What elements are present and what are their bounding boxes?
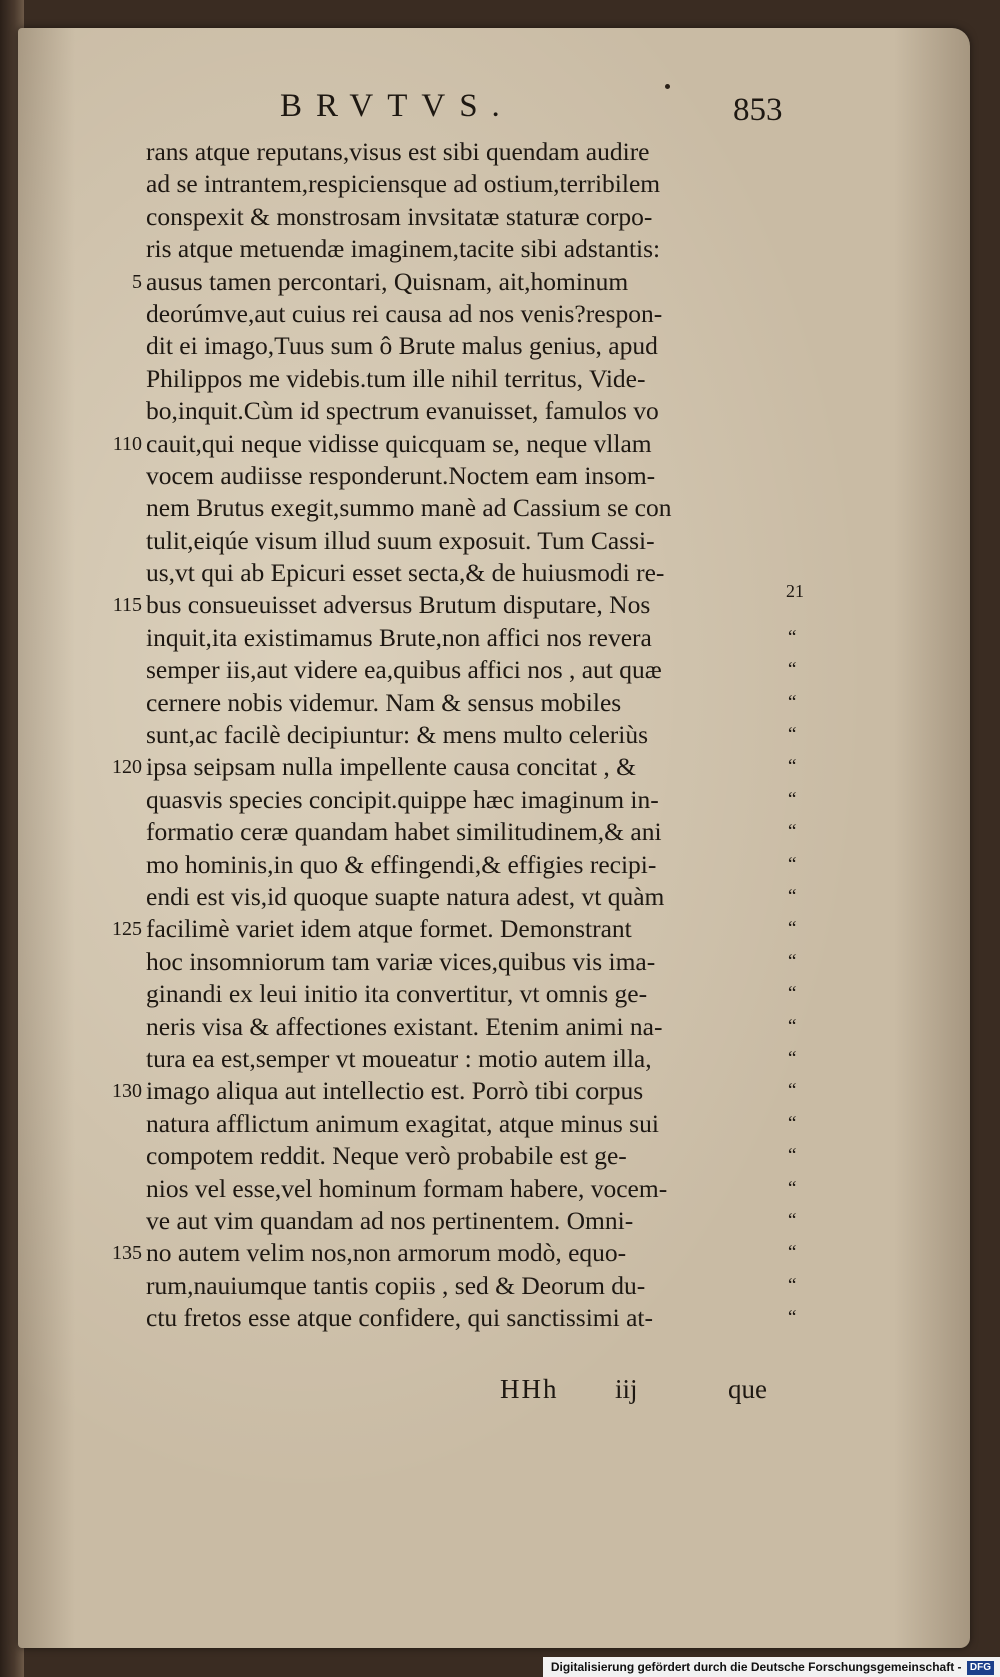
signature-mark: HHh — [500, 1374, 559, 1404]
line-text: ctu fretos esse atque confidere, qui sanctissimi at- — [146, 1303, 653, 1333]
line-text: ris atque metuendæ imaginem,tacite sibi adstantis: — [146, 234, 661, 264]
line-text: vocem audiisse responderunt.Noctem eam insom- — [146, 460, 656, 490]
text-line — [146, 363, 786, 395]
line-text: conspexit & monstrosam invsitatæ staturæ corpo- — [146, 201, 653, 231]
line-text: no autem velim nos,non armorum modò, equo- — [146, 1238, 627, 1268]
line-text: neris visa & affectiones existant. Etenim animi na- — [146, 1011, 663, 1041]
line-text: facilimè variet idem atque formet. Demonstrant — [146, 914, 632, 944]
quotation-mark: “ — [788, 1177, 798, 1199]
text-line — [146, 1140, 798, 1172]
text-line — [146, 298, 786, 330]
text-line — [146, 654, 798, 686]
text-line — [146, 1108, 798, 1140]
quotation-mark: “ — [788, 1112, 798, 1134]
text-line — [146, 1173, 798, 1205]
line-number: 130 — [112, 1080, 142, 1103]
quotation-mark: “ — [788, 691, 798, 713]
quotation-mark: “ — [788, 659, 798, 681]
line-text: ipsa seipsam nulla impellente causa concitat , & — [146, 752, 637, 782]
line-number: 135 — [112, 1242, 142, 1265]
quotation-mark: “ — [788, 724, 798, 746]
text-line — [146, 784, 798, 816]
line-text: endi est vis,id quoque suapte natura adest, vt quàm — [146, 881, 665, 911]
line-text: us,vt qui ab Epicuri esset secta,& de huiusmodi re- — [146, 558, 665, 588]
quotation-mark: “ — [788, 756, 798, 778]
quotation-mark: “ — [788, 1145, 798, 1167]
page-number: 853 — [733, 92, 783, 128]
line-text: compotem reddit. Neque verò probabile est ge- — [146, 1141, 627, 1171]
line-number: 115 — [112, 594, 142, 617]
quotation-mark: “ — [788, 626, 798, 648]
line-text: mo hominis,in quo & effingendi,& effigies recipi- — [146, 849, 657, 879]
line-number: 5 — [132, 270, 142, 293]
line-text: ginandi ex leui initio ita convertitur, vt omnis ge- — [146, 979, 648, 1009]
line-text: bo,inquit.Cùm id spectrum evanuisset, famulos vo — [146, 396, 659, 426]
line-text: inquit,ita existimamus Brute,non affici nos revera — [146, 622, 652, 652]
text-line — [146, 557, 786, 589]
line-text: tulit,eiqúe visum illud suum exposuit. Tum Cassi- — [146, 525, 655, 555]
line-text: tura ea est,semper vt moueatur : motio autem illa, — [146, 1043, 652, 1073]
text-line — [146, 687, 798, 719]
text-line — [146, 1043, 798, 1075]
text-line — [146, 849, 798, 881]
line-text: Philippos me videbis.tum ille nihil territus, Vide- — [146, 363, 646, 393]
line-text: cauit,qui neque vidisse quicquam se, neque vllam — [146, 428, 652, 458]
text-line — [146, 460, 786, 492]
text-line — [146, 201, 786, 233]
line-text: sunt,ac facilè decipiuntur: & mens multo celeriùs — [146, 720, 649, 750]
line-text: ausus tamen percontari, Quisnam, ait,hominum — [146, 266, 629, 296]
signature-page: iij — [615, 1374, 638, 1404]
line-text: rum,nauiumque tantis copiis , sed & Deorum du- — [146, 1270, 646, 1300]
quotation-mark: “ — [788, 983, 798, 1005]
line-text: ve aut vim quandam ad nos pertinentem. Omni- — [146, 1205, 634, 1235]
text-line — [146, 881, 798, 913]
text-line — [146, 492, 786, 524]
text-line — [146, 136, 786, 168]
dfg-logo: DFG — [967, 1661, 994, 1675]
body-text — [112, 136, 804, 1334]
text-line — [112, 1237, 798, 1269]
quotation-mark: “ — [788, 1209, 798, 1231]
margin-number: 21 — [786, 581, 804, 602]
line-text: semper iis,aut videre ea,quibus affici nos , aut quæ — [146, 655, 662, 685]
line-text: hoc insomniorum tam variæ vices,quibus vis ima- — [146, 946, 656, 976]
running-head: BRVTVS. — [280, 88, 514, 124]
quotation-mark: “ — [788, 885, 798, 907]
text-line — [146, 719, 798, 751]
text-line — [132, 266, 786, 298]
line-text: dit ei imago,Tuus sum ô Brute malus genius, apud — [146, 331, 658, 361]
text-line — [112, 913, 798, 945]
digitization-credit — [543, 1657, 1000, 1677]
text-line — [146, 525, 786, 557]
quotation-mark: “ — [788, 1080, 798, 1102]
text-line — [146, 978, 798, 1010]
line-text: cernere nobis videmur. Nam & sensus mobiles — [146, 687, 622, 717]
quotation-mark: “ — [788, 853, 798, 875]
text-line — [112, 1075, 798, 1107]
line-text: nios vel esse,vel hominum formam habere, vocem- — [146, 1173, 668, 1203]
line-text: deorúmve,aut cuius rei causa ad nos venis?respon- — [146, 298, 663, 328]
line-text: bus consueuisset adversus Brutum disputare, Nos — [146, 590, 651, 620]
text-line — [112, 751, 798, 783]
line-number: 120 — [112, 756, 142, 779]
line-number: 110 — [112, 432, 142, 455]
catchword: que — [728, 1374, 767, 1404]
text-line — [146, 395, 786, 427]
text-line — [112, 581, 804, 621]
text-line — [112, 428, 786, 460]
quotation-mark: “ — [788, 950, 798, 972]
quotation-mark: “ — [788, 918, 798, 940]
line-text: nem Brutus exegit,summo manè ad Cassium se con — [146, 493, 672, 523]
line-text: imago aliqua aut intellectio est. Porrò tibi corpus — [146, 1076, 644, 1106]
quotation-mark: “ — [788, 1274, 798, 1296]
line-number: 125 — [112, 918, 142, 941]
quotation-mark: “ — [788, 1307, 798, 1329]
line-text: rans atque reputans,visus est sibi quendam audire — [146, 137, 650, 166]
line-text: natura afflictum animum exagitat, atque minus sui — [146, 1108, 659, 1138]
text-line — [146, 1011, 798, 1043]
text-line — [146, 233, 786, 265]
text-line — [146, 1302, 798, 1334]
quotation-mark: “ — [788, 1047, 798, 1069]
text-line — [146, 816, 798, 848]
text-line — [146, 330, 786, 362]
text-line — [146, 1270, 798, 1302]
line-text: quasvis species concipit.quippe hæc imaginum in- — [146, 784, 659, 814]
text-line — [146, 1205, 798, 1237]
line-text: ad se intrantem,respiciensque ad ostium,terribilem — [146, 169, 661, 199]
quotation-mark: “ — [788, 1242, 798, 1264]
text-line — [146, 622, 798, 654]
quotation-mark: “ — [788, 821, 798, 843]
line-text: formatio ceræ quandam habet similitudinem,& ani — [146, 817, 662, 847]
quotation-mark: “ — [788, 788, 798, 810]
text-line — [146, 946, 798, 978]
quotation-mark: “ — [788, 1015, 798, 1037]
text-line — [146, 168, 786, 200]
credit-text: Digitalisierung gefördert durch die Deutsche Forschungsgemeinschaft - — [550, 1660, 962, 1674]
